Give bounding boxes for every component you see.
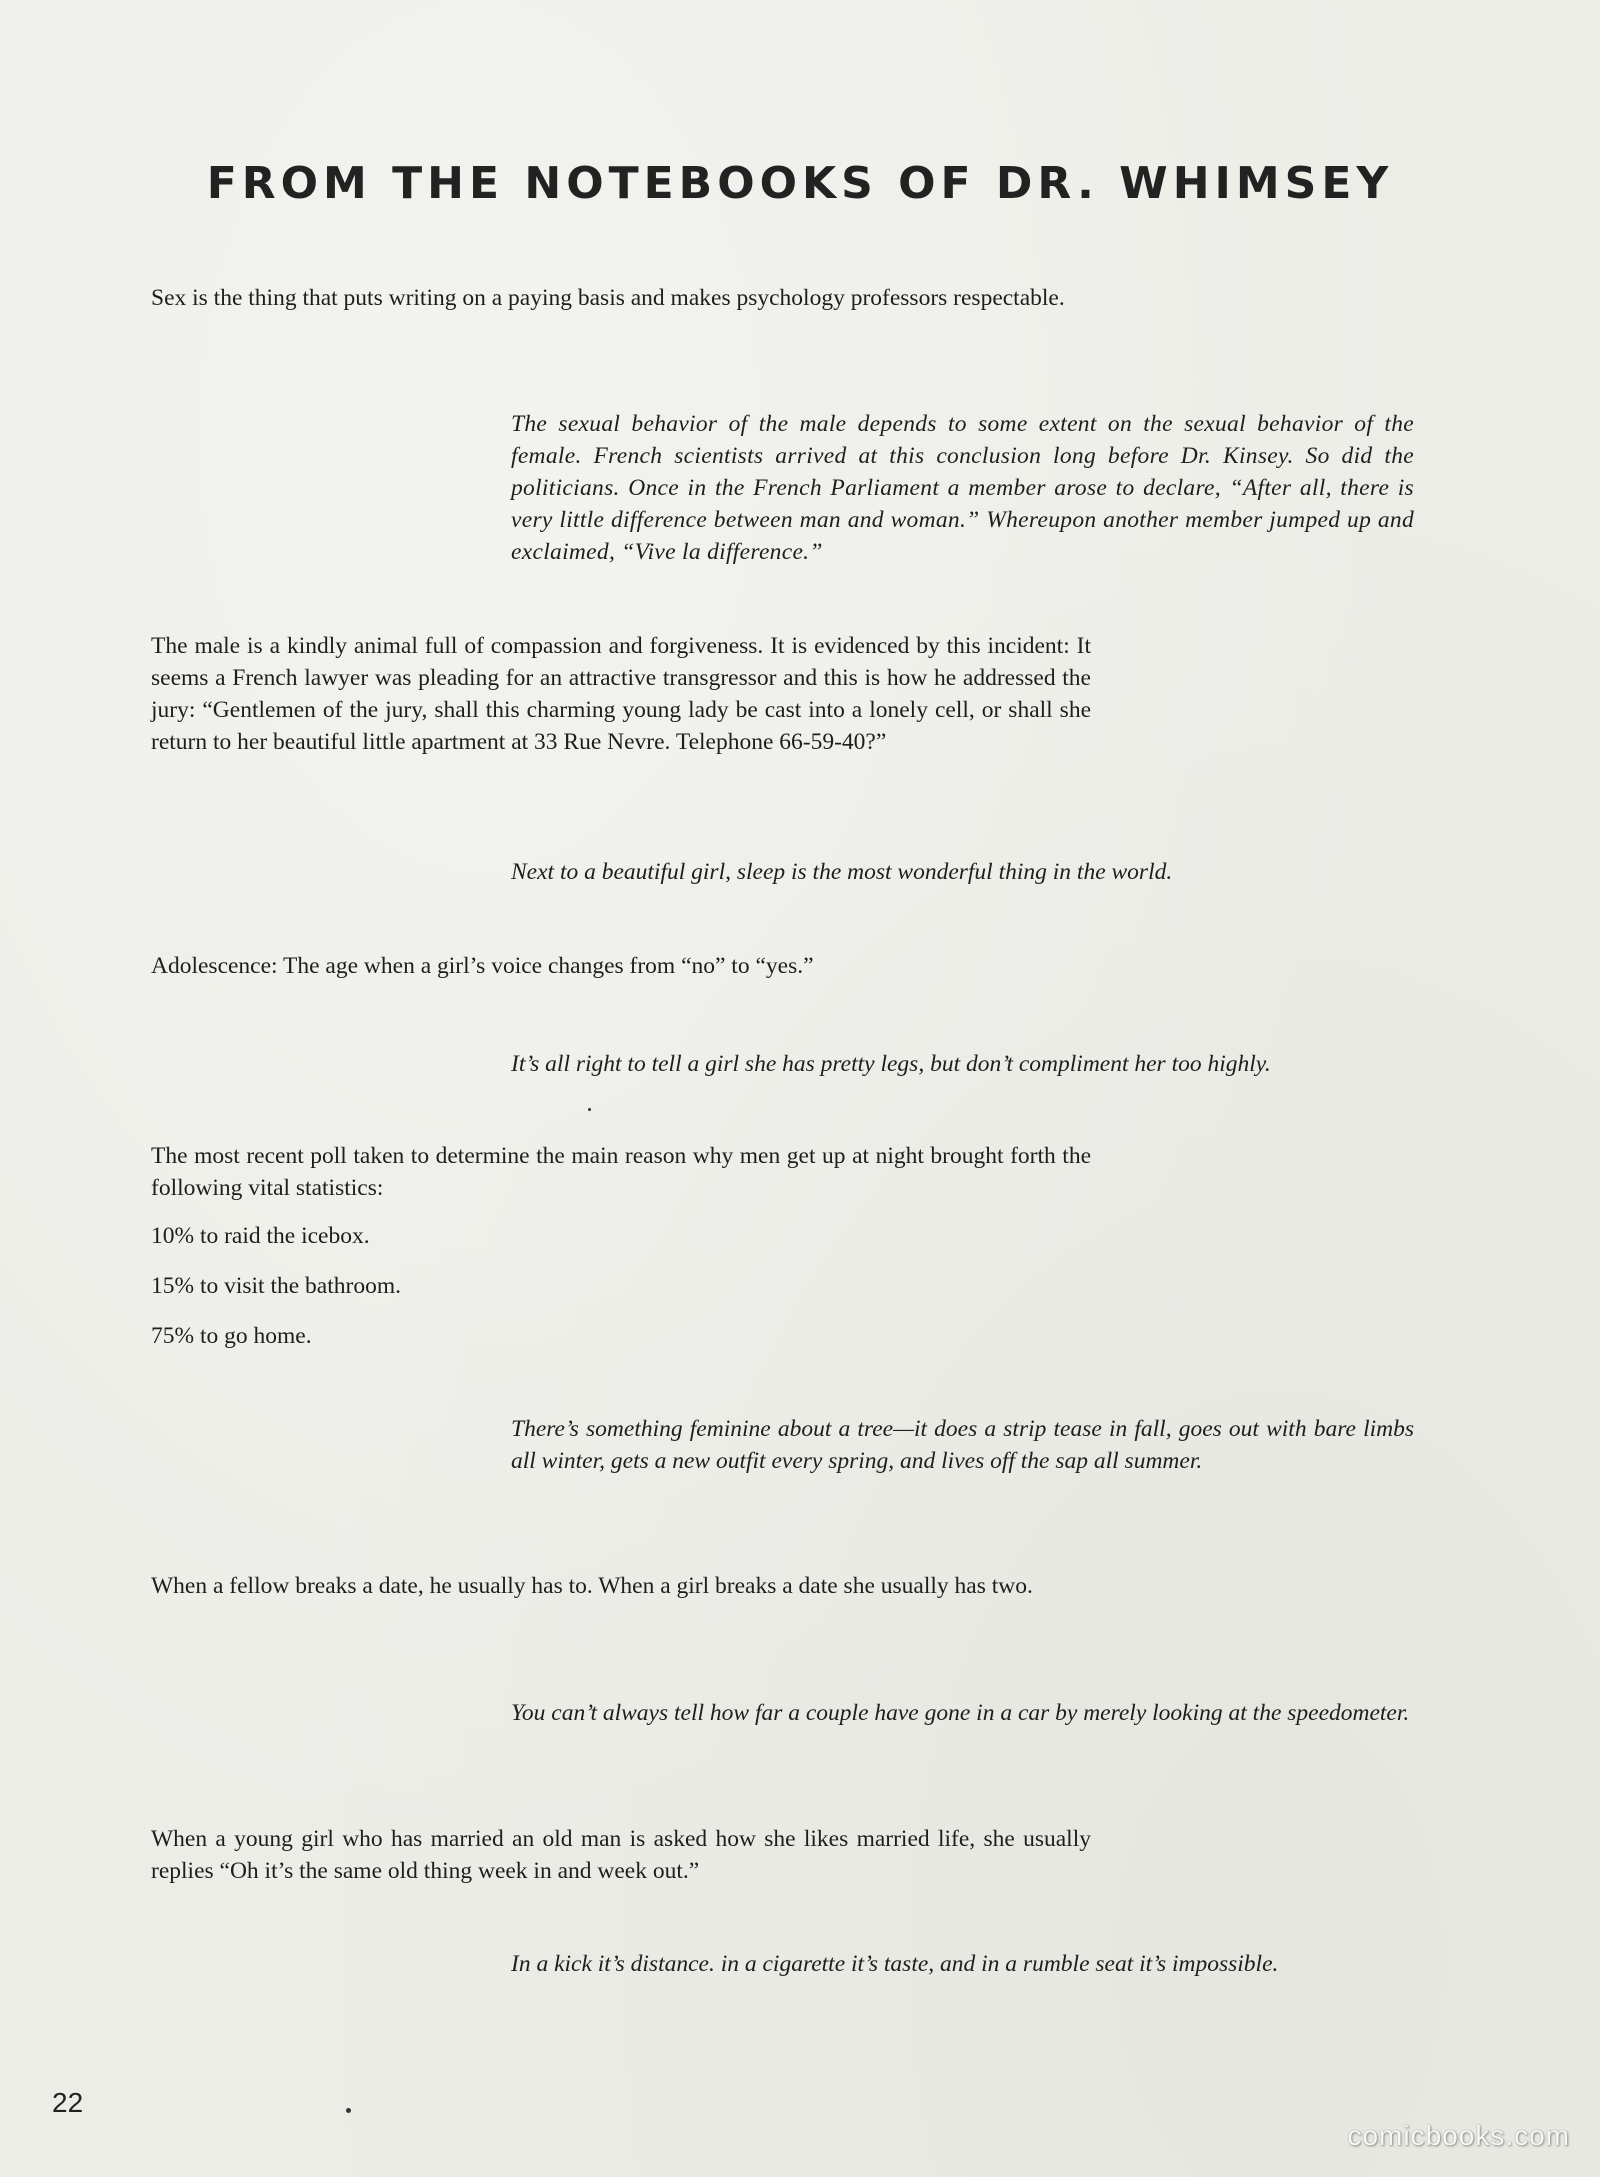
stat-line: 75% to go home. [151,1323,312,1349]
joke-text: The sexual behavior of the male depends to some extent on the sexual behavior of the female. French scientists arrived at this conclusion long before Dr. Kinsey. So did the politicians. Once in the French Parliament a member arose to declare, “After all, there is very little difference between man and woman.” Whereupon another member jumped up and exclaimed, “Vive la difference.” [511,411,1414,565]
joke-7 [151,1140,1091,1204]
page-number: 22 [52,2087,84,2118]
joke-2 [511,408,1414,568]
joke-text: You can’t always tell how far a couple have gone in a car by merely looking at the speedometer. [511,1700,1410,1726]
joke-text: The most recent poll taken to determine the main reason why men get up at night brought forth the following vital statistics: [151,1143,1091,1201]
joke-11 [151,1823,1091,1887]
joke-text: Adolescence: The age when a girl’s voice changes from “no” to “yes.” [151,953,814,979]
print-speck [346,2108,351,2113]
stat-line: 15% to visit the bathroom. [151,1273,401,1299]
joke-6 [511,1048,1414,1080]
joke-12 [511,1948,1414,1980]
watermark: comicbooks.com [1347,2120,1570,2151]
joke-text: In a kick it’s distance. in a cigarette it’s taste, and in a rumble seat it’s impossible. [511,1951,1279,1977]
joke-9 [151,1570,1091,1602]
print-speck [588,1108,591,1111]
joke-text: The male is a kindly animal full of compassion and forgiveness. It is evidenced by this incident: It seems a French lawyer was pleading for an attractive transgressor and this is how he addressed the jury: “Gentlemen of the jury, shall this charming young lady be cast into a lonely cell, or shall she return to her beautiful little apartment at 33 Rue Nevre. Telephone 66-59-40?” [151,633,1091,755]
joke-text: Sex is the thing that puts writing on a paying basis and makes psychology professors respectable. [151,285,1065,311]
joke-text: When a fellow breaks a date, he usually has to. When a girl breaks a date she usually has two. [151,1573,1033,1599]
joke-text: It’s all right to tell a girl she has pretty legs, but don’t compliment her too highly. [511,1051,1271,1077]
joke-5 [151,950,1091,982]
joke-text: Next to a beautiful girl, sleep is the most wonderful thing in the world. [511,859,1173,885]
joke-4 [511,856,1414,888]
joke-8 [511,1413,1414,1477]
joke-text: There’s something feminine about a tree—it does a strip tease in fall, goes out with bare limbs all winter, gets a new outfit every spring, and lives off the sap all summer. [511,1416,1414,1474]
page-title: FROM THE NOTEBOOKS OF DR. WHIMSEY [206,158,1394,209]
joke-text: When a young girl who has married an old man is asked how she likes married life, she usually replies “Oh it’s the same old thing week in and week out.” [151,1826,1091,1884]
stat-line: 10% to raid the icebox. [151,1223,370,1249]
joke-1 [151,282,1091,314]
joke-3 [151,630,1091,758]
joke-10 [511,1697,1414,1729]
